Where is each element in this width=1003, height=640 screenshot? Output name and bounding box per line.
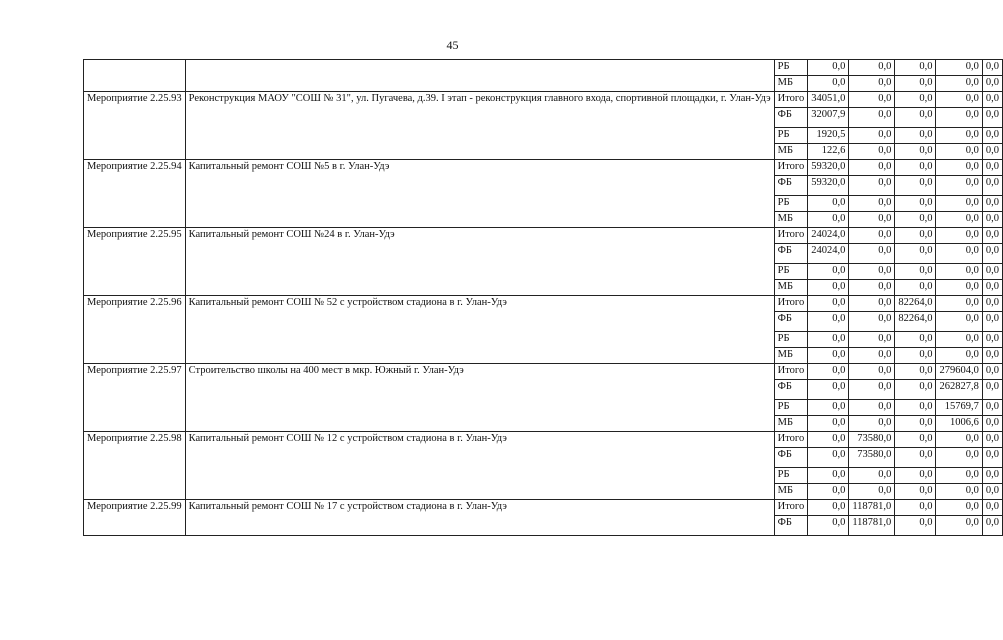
amount-cell: 0,0 xyxy=(982,128,1002,144)
amount-cell: 0,0 xyxy=(895,176,936,196)
amount-cell: 0,0 xyxy=(849,108,895,128)
amount-cell: 0,0 xyxy=(982,280,1002,296)
amount-cell: 0,0 xyxy=(982,264,1002,280)
table-row xyxy=(84,432,1003,448)
amount-cell: 0,0 xyxy=(849,380,895,400)
funding-source-cell: РБ xyxy=(774,196,808,212)
funding-source-cell: ФБ xyxy=(774,312,808,332)
amount-cell: 0,0 xyxy=(982,228,1002,244)
amount-cell: 0,0 xyxy=(895,92,936,108)
amount-cell: 0,0 xyxy=(808,364,849,380)
event-description: Капитальный ремонт СОШ №24 в г. Улан-Удэ xyxy=(185,228,774,296)
amount-cell: 0,0 xyxy=(895,76,936,92)
funding-source-cell: РБ xyxy=(774,60,808,76)
event-label: Мероприятие 2.25.94 xyxy=(84,160,186,228)
amount-cell: 1006,6 xyxy=(936,416,982,432)
amount-cell: 0,0 xyxy=(936,228,982,244)
amount-cell: 0,0 xyxy=(936,244,982,264)
funding-source-cell: МБ xyxy=(774,484,808,500)
funding-source-cell: ФБ xyxy=(774,380,808,400)
amount-cell: 122,6 xyxy=(808,144,849,160)
amount-cell: 0,0 xyxy=(808,76,849,92)
amount-cell: 34051,0 xyxy=(808,92,849,108)
table-row xyxy=(84,160,1003,176)
amount-cell: 0,0 xyxy=(936,128,982,144)
amount-cell: 0,0 xyxy=(849,332,895,348)
funding-source-cell: ФБ xyxy=(774,108,808,128)
amount-cell: 0,0 xyxy=(982,448,1002,468)
amount-cell: 15769,7 xyxy=(936,400,982,416)
event-label: Мероприятие 2.25.98 xyxy=(84,432,186,500)
amount-cell: 0,0 xyxy=(808,380,849,400)
amount-cell: 0,0 xyxy=(982,296,1002,312)
amount-cell: 0,0 xyxy=(936,92,982,108)
amount-cell: 0,0 xyxy=(982,348,1002,364)
amount-cell: 0,0 xyxy=(982,432,1002,448)
table-row xyxy=(84,500,1003,516)
funding-source-cell: РБ xyxy=(774,332,808,348)
table-row xyxy=(84,296,1003,312)
amount-cell: 0,0 xyxy=(849,196,895,212)
amount-cell: 0,0 xyxy=(936,196,982,212)
funding-source-cell: ФБ xyxy=(774,516,808,536)
funding-source-cell: Итого xyxy=(774,364,808,380)
event-label: Мероприятие 2.25.96 xyxy=(84,296,186,364)
event-cell-continued xyxy=(84,60,186,92)
amount-cell: 0,0 xyxy=(849,416,895,432)
event-description: Капитальный ремонт СОШ № 12 с устройством стадиона в г. Улан-Удэ xyxy=(185,432,774,500)
amount-cell: 0,0 xyxy=(895,332,936,348)
amount-cell: 0,0 xyxy=(808,280,849,296)
amount-cell: 0,0 xyxy=(895,416,936,432)
funding-source-cell: Итого xyxy=(774,500,808,516)
amount-cell: 0,0 xyxy=(982,92,1002,108)
amount-cell: 118781,0 xyxy=(849,516,895,536)
amount-cell: 0,0 xyxy=(936,76,982,92)
amount-cell: 0,0 xyxy=(808,500,849,516)
amount-cell: 0,0 xyxy=(982,400,1002,416)
event-description: Реконструкция МАОУ "СОШ № 31", ул. Пугачева, д.39. I этап - реконструкция главного входа, спортивной площадки, г. Улан-Удэ xyxy=(185,92,774,160)
amount-cell: 0,0 xyxy=(849,296,895,312)
funding-source-cell: РБ xyxy=(774,128,808,144)
amount-cell: 0,0 xyxy=(849,264,895,280)
funding-source-cell: Итого xyxy=(774,296,808,312)
funding-source-cell: РБ xyxy=(774,264,808,280)
amount-cell: 0,0 xyxy=(982,60,1002,76)
amount-cell: 0,0 xyxy=(849,76,895,92)
amount-cell: 0,0 xyxy=(982,76,1002,92)
amount-cell: 82264,0 xyxy=(895,312,936,332)
page-number: 45 xyxy=(446,38,459,52)
amount-cell: 0,0 xyxy=(895,160,936,176)
amount-cell: 0,0 xyxy=(808,296,849,312)
amount-cell: 0,0 xyxy=(895,400,936,416)
event-label: Мероприятие 2.25.97 xyxy=(84,364,186,432)
funding-source-cell: МБ xyxy=(774,144,808,160)
amount-cell: 0,0 xyxy=(849,348,895,364)
amount-cell: 0,0 xyxy=(936,484,982,500)
event-label: Мероприятие 2.25.93 xyxy=(84,92,186,160)
amount-cell: 0,0 xyxy=(808,416,849,432)
funding-source-cell: ФБ xyxy=(774,176,808,196)
amount-cell: 73580,0 xyxy=(849,448,895,468)
table-row xyxy=(84,364,1003,380)
amount-cell: 0,0 xyxy=(895,516,936,536)
amount-cell: 0,0 xyxy=(849,280,895,296)
amount-cell: 0,0 xyxy=(936,176,982,196)
amount-cell: 0,0 xyxy=(982,468,1002,484)
amount-cell: 262827,8 xyxy=(936,380,982,400)
amount-cell: 0,0 xyxy=(982,160,1002,176)
amount-cell: 0,0 xyxy=(808,212,849,228)
amount-cell: 0,0 xyxy=(936,160,982,176)
event-description: Капитальный ремонт СОШ № 52 с устройством стадиона в г. Улан-Удэ xyxy=(185,296,774,364)
amount-cell: 0,0 xyxy=(895,196,936,212)
amount-cell: 0,0 xyxy=(982,244,1002,264)
amount-cell: 0,0 xyxy=(936,296,982,312)
amount-cell: 0,0 xyxy=(982,176,1002,196)
funding-source-cell: Итого xyxy=(774,432,808,448)
amount-cell: 0,0 xyxy=(808,484,849,500)
amount-cell: 0,0 xyxy=(936,280,982,296)
amount-cell: 0,0 xyxy=(849,312,895,332)
event-description: Капитальный ремонт СОШ №5 в г. Улан-Удэ xyxy=(185,160,774,228)
table-row xyxy=(84,60,1003,76)
amount-cell: 0,0 xyxy=(936,212,982,228)
funding-source-cell: Итого xyxy=(774,92,808,108)
amount-cell: 0,0 xyxy=(895,380,936,400)
amount-cell: 0,0 xyxy=(808,332,849,348)
amount-cell: 0,0 xyxy=(982,416,1002,432)
amount-cell: 0,0 xyxy=(849,364,895,380)
amount-cell: 0,0 xyxy=(982,484,1002,500)
amount-cell: 0,0 xyxy=(982,500,1002,516)
event-label: Мероприятие 2.25.95 xyxy=(84,228,186,296)
amount-cell: 0,0 xyxy=(808,432,849,448)
amount-cell: 0,0 xyxy=(982,380,1002,400)
amount-cell: 0,0 xyxy=(895,212,936,228)
amount-cell: 24024,0 xyxy=(808,228,849,244)
amount-cell: 0,0 xyxy=(982,312,1002,332)
amount-cell: 0,0 xyxy=(936,264,982,280)
amount-cell: 0,0 xyxy=(982,364,1002,380)
amount-cell: 0,0 xyxy=(895,348,936,364)
amount-cell: 0,0 xyxy=(936,108,982,128)
amount-cell: 0,0 xyxy=(849,228,895,244)
amount-cell: 0,0 xyxy=(936,448,982,468)
table-row xyxy=(84,228,1003,244)
amount-cell: 0,0 xyxy=(808,196,849,212)
amount-cell: 0,0 xyxy=(849,468,895,484)
amount-cell: 0,0 xyxy=(936,60,982,76)
amount-cell: 0,0 xyxy=(808,400,849,416)
amount-cell: 0,0 xyxy=(808,60,849,76)
amount-cell: 0,0 xyxy=(849,60,895,76)
funding-source-cell: ФБ xyxy=(774,244,808,264)
amount-cell: 0,0 xyxy=(849,144,895,160)
event-description: Капитальный ремонт СОШ № 17 с устройством стадиона в г. Улан-Удэ xyxy=(185,500,774,536)
amount-cell: 0,0 xyxy=(982,196,1002,212)
funding-source-cell: МБ xyxy=(774,348,808,364)
amount-cell: 279604,0 xyxy=(936,364,982,380)
amount-cell: 0,0 xyxy=(895,500,936,516)
amount-cell: 0,0 xyxy=(849,92,895,108)
amount-cell: 0,0 xyxy=(982,516,1002,536)
description-cell-continued xyxy=(185,60,774,92)
amount-cell: 24024,0 xyxy=(808,244,849,264)
amount-cell: 59320,0 xyxy=(808,176,849,196)
amount-cell: 0,0 xyxy=(808,264,849,280)
funding-table xyxy=(83,59,1003,536)
amount-cell: 0,0 xyxy=(982,212,1002,228)
amount-cell: 73580,0 xyxy=(849,432,895,448)
funding-source-cell: Итого xyxy=(774,160,808,176)
amount-cell: 0,0 xyxy=(936,500,982,516)
amount-cell: 1920,5 xyxy=(808,128,849,144)
amount-cell: 0,0 xyxy=(895,108,936,128)
amount-cell: 0,0 xyxy=(936,144,982,160)
amount-cell: 0,0 xyxy=(936,432,982,448)
amount-cell: 0,0 xyxy=(849,176,895,196)
amount-cell: 0,0 xyxy=(895,432,936,448)
amount-cell: 32007,9 xyxy=(808,108,849,128)
amount-cell: 59320,0 xyxy=(808,160,849,176)
amount-cell: 0,0 xyxy=(936,332,982,348)
amount-cell: 0,0 xyxy=(808,312,849,332)
amount-cell: 0,0 xyxy=(849,484,895,500)
amount-cell: 0,0 xyxy=(895,128,936,144)
amount-cell: 0,0 xyxy=(849,244,895,264)
funding-source-cell: МБ xyxy=(774,416,808,432)
amount-cell: 0,0 xyxy=(895,60,936,76)
event-description: Строительство школы на 400 мест в мкр. Южный г. Улан-Удэ xyxy=(185,364,774,432)
funding-source-cell: ФБ xyxy=(774,448,808,468)
amount-cell: 0,0 xyxy=(895,244,936,264)
amount-cell: 0,0 xyxy=(895,364,936,380)
funding-source-cell: РБ xyxy=(774,400,808,416)
amount-cell: 0,0 xyxy=(936,348,982,364)
funding-source-cell: МБ xyxy=(774,280,808,296)
funding-source-cell: МБ xyxy=(774,212,808,228)
amount-cell: 0,0 xyxy=(982,108,1002,128)
amount-cell: 82264,0 xyxy=(895,296,936,312)
funding-source-cell: РБ xyxy=(774,468,808,484)
amount-cell: 0,0 xyxy=(895,228,936,244)
amount-cell: 0,0 xyxy=(895,264,936,280)
amount-cell: 0,0 xyxy=(895,484,936,500)
amount-cell: 0,0 xyxy=(808,348,849,364)
amount-cell: 0,0 xyxy=(936,516,982,536)
amount-cell: 0,0 xyxy=(936,312,982,332)
amount-cell: 0,0 xyxy=(895,280,936,296)
amount-cell: 0,0 xyxy=(895,144,936,160)
amount-cell: 0,0 xyxy=(808,448,849,468)
funding-source-cell: МБ xyxy=(774,76,808,92)
amount-cell: 0,0 xyxy=(849,400,895,416)
table-row xyxy=(84,92,1003,108)
amount-cell: 0,0 xyxy=(895,448,936,468)
amount-cell: 0,0 xyxy=(849,212,895,228)
amount-cell: 0,0 xyxy=(982,332,1002,348)
amount-cell: 0,0 xyxy=(936,468,982,484)
amount-cell: 0,0 xyxy=(895,468,936,484)
amount-cell: 0,0 xyxy=(808,516,849,536)
amount-cell: 0,0 xyxy=(849,128,895,144)
funding-source-cell: Итого xyxy=(774,228,808,244)
event-label: Мероприятие 2.25.99 xyxy=(84,500,186,536)
amount-cell: 118781,0 xyxy=(849,500,895,516)
amount-cell: 0,0 xyxy=(982,144,1002,160)
amount-cell: 0,0 xyxy=(808,468,849,484)
amount-cell: 0,0 xyxy=(849,160,895,176)
